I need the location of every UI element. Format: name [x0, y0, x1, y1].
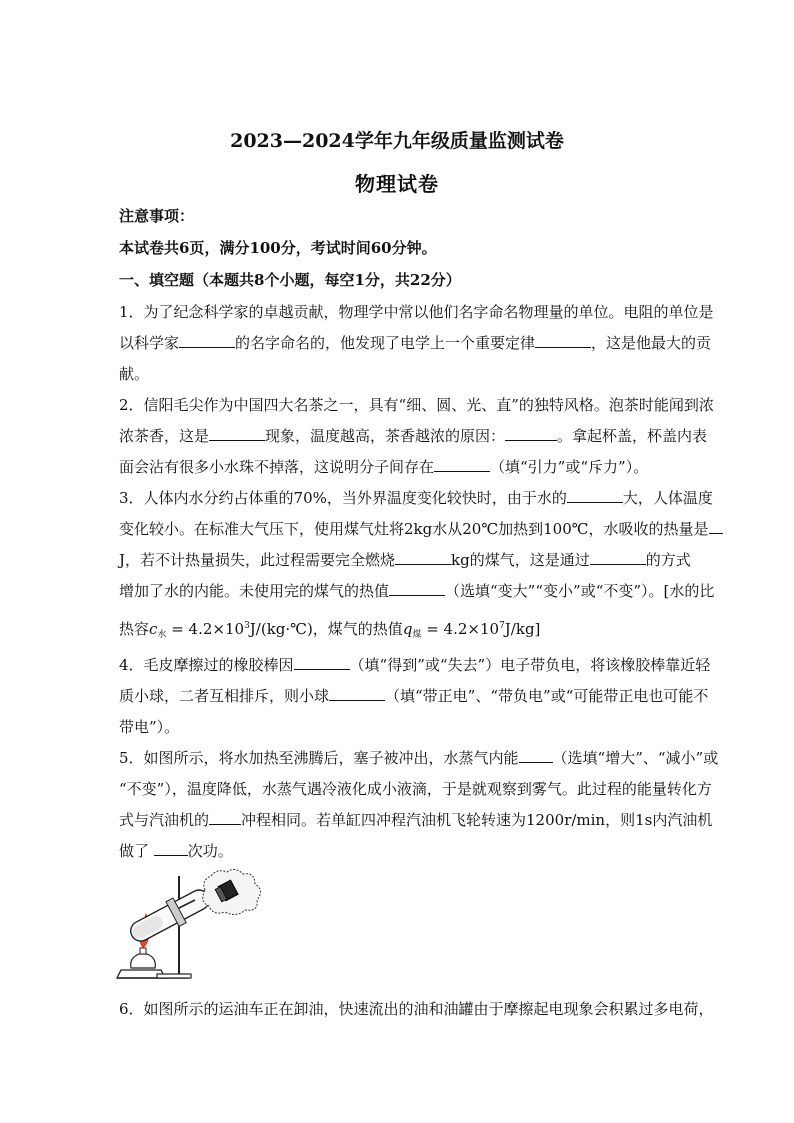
answer-blank[interactable] [329, 686, 385, 701]
section-heading: 一、填空题（本题共8个小题，每空1分，共22分） [119, 271, 461, 289]
q4-line-1: 4．毛皮摩擦过的橡胶棒因 （填“得到”或“失去”）电子带负电，将该橡胶棒靠近轻 [119, 656, 711, 674]
q2-line-1: 2．信阳毛尖作为中国四大名茶之一，具有“细、圆、光、直”的独特风格。泡茶时能闻到浓 [119, 396, 714, 414]
q3-line-5-formula: 热容$c_水$ = $4.2\times 10^3J/(kg\cdot℃)$，煤气的热值$q_煤 = 4.2\times 10^7J/kg$] [119, 620, 541, 640]
q2-line-3: 面会沾有很多小水珠不掉落，这说明分子间存在 （填“引力”或“斥力”）。 [119, 458, 649, 476]
exam-subtitle: 物理试卷 [355, 172, 439, 196]
q3-line-1: 3．人体内水分约占体重的70%，当外界温度变化较快时，由于水的 大，人体温度 [119, 489, 713, 507]
notice-heading: 注意事项： [119, 207, 195, 225]
q4-line-2: 质小球，二者互相排斥，则小球 （填“带正电”、“带负电”或“可能带正电也可能不 [119, 687, 709, 705]
q3-line-3: J，若不计热量损失，此过程需要完全燃烧 kg的煤气，这是通过 的方式 [119, 551, 691, 569]
answer-blank[interactable] [519, 748, 553, 763]
q1-line-3: 献。 [119, 365, 150, 383]
q6-line-1: 6．如图所示的运油车正在卸油，快速流出的油和油罐由于摩擦起电现象会积累过多电荷， [119, 1000, 714, 1018]
q2-line-2: 浓茶香，这是 现象，温度越高，茶香越浓的原因： 。拿起杯盖，杯盖内表 [119, 427, 708, 445]
answer-blank[interactable] [395, 550, 451, 565]
q3-line-2: 变化较小。在标准大气压下，使用煤气灶将2kg水从20℃加热到100℃，水吸收的热量是 [119, 519, 723, 539]
answer-blank[interactable] [709, 519, 723, 534]
answer-blank[interactable] [567, 488, 623, 503]
boiling-test-tube-apparatus-icon [113, 868, 273, 990]
answer-blank[interactable] [209, 426, 265, 441]
q5-line-3: 式与汽油机的 冲程相同。若单缸四冲程汽油机飞轮转速为1200r/min，则1s内汽油机 [119, 811, 713, 829]
q5-line-2: “不变”），温度降低，水蒸气遇冷液化成小液滴，于是就观察到雾气。此过程的能量转化方 [119, 780, 712, 798]
notice-content: 本试卷共6页，满分100分，考试时间60分钟。 [119, 239, 437, 257]
q4-line-3: 带电”）。 [119, 718, 180, 736]
answer-blank[interactable] [535, 333, 591, 348]
answer-blank[interactable] [505, 426, 557, 441]
q1-line-2: 以科学家 的名字命名的，他发现了电学上一个重要定律 ，这是他最大的贡 [119, 334, 712, 352]
q5-line-1: 5．如图所示，将水加热至沸腾后，塞子被冲出，水蒸气内能 （选填“增大”、“减小”或 [119, 749, 719, 767]
answer-blank[interactable] [154, 841, 188, 856]
answer-blank[interactable] [209, 810, 241, 825]
answer-blank[interactable] [294, 655, 350, 670]
answer-blank[interactable] [434, 457, 490, 472]
exam-title: 2023—2024学年九年级质量监测试卷 [230, 130, 564, 152]
q5-line-4: 做了 次功。 [119, 842, 233, 860]
q3-line-4: 增加了水的内能。未使用完的煤气的热值 （选填“变大”“变小”或“不变”）。[水的比 [119, 582, 715, 600]
answer-blank[interactable] [179, 333, 235, 348]
answer-blank[interactable] [590, 550, 646, 565]
answer-blank[interactable] [389, 581, 445, 596]
q1-line-1: 1．为了纪念科学家的卓越贡献，物理学中常以他们名字命名物理量的单位。电阻的单位是 [119, 303, 714, 321]
